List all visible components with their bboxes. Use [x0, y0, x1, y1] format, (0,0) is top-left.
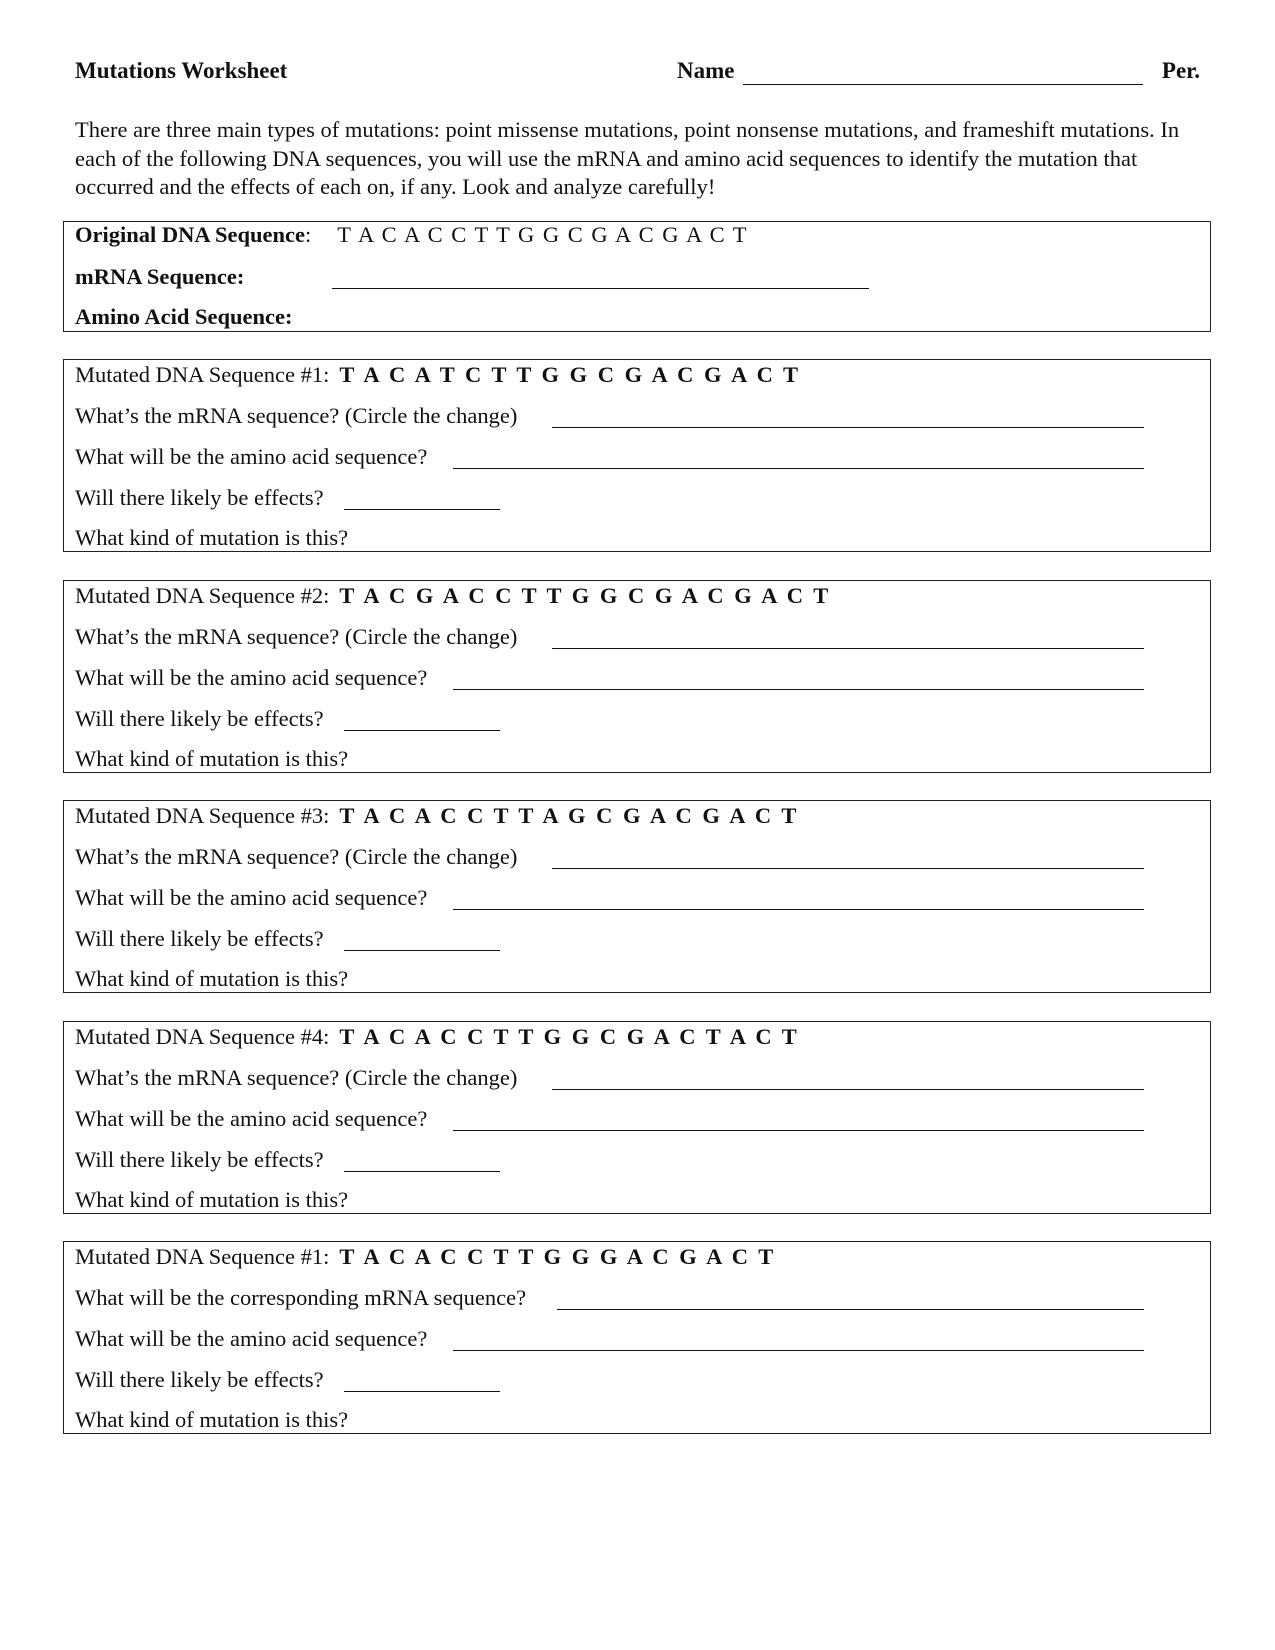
amino-answer-line[interactable]: [453, 1130, 1144, 1131]
kind-question-row: [75, 525, 348, 551]
kind-question: What kind of mutation is this?: [75, 1407, 349, 1432]
mutation-label: Mutated DNA Sequence #1:: [75, 362, 330, 387]
mrna-question: What’s the mRNA sequence? (Circle the change): [75, 1065, 518, 1090]
mutation-sequence: T A C A C C T T G G C G A C T A C T: [339, 1024, 797, 1049]
effects-answer-line[interactable]: [344, 1171, 500, 1172]
effects-question-row: [75, 485, 324, 511]
kind-question-row: [75, 1407, 348, 1433]
amino-answer-line[interactable]: [453, 468, 1144, 469]
mutation-sequence: T A C G A C C T T G G C G A C G A C T: [339, 583, 829, 608]
mutation-label: Mutated DNA Sequence #3:: [75, 803, 330, 828]
amino-question-row: [75, 1326, 427, 1352]
amino-question: What will be the amino acid sequence?: [75, 885, 428, 910]
original-mrna-row: [75, 264, 244, 290]
mutation-label: Mutated DNA Sequence #4:: [75, 1024, 330, 1049]
original-dna-label: Original DNA Sequence: [75, 222, 306, 247]
kind-question: What kind of mutation is this?: [75, 966, 349, 991]
amino-question: What will be the amino acid sequence?: [75, 665, 428, 690]
mrna-question: What will be the corresponding mRNA sequence?: [75, 1285, 527, 1310]
mrna-question: What’s the mRNA sequence? (Circle the change): [75, 844, 518, 869]
effects-answer-line[interactable]: [344, 950, 500, 951]
effects-question: Will there likely be effects?: [75, 1147, 324, 1172]
amino-question-row: [75, 885, 427, 911]
mrna-answer-line[interactable]: [552, 868, 1144, 869]
amino-question-row: [75, 444, 427, 470]
mutation-box-3: [63, 800, 1211, 993]
mrna-question: What’s the mRNA sequence? (Circle the change): [75, 403, 518, 428]
mutation-box-4: [63, 1021, 1211, 1214]
effects-question: Will there likely be effects?: [75, 926, 324, 951]
original-dna-sequence: T A C A C C T T G G C G A C G A C T: [337, 222, 747, 247]
amino-question: What will be the amino acid sequence?: [75, 1326, 428, 1351]
kind-question-row: [75, 746, 348, 772]
worksheet-header: [75, 58, 1200, 90]
amino-answer-line[interactable]: [453, 1350, 1144, 1351]
kind-question: What kind of mutation is this?: [75, 746, 349, 771]
original-mrna-answer-line[interactable]: [332, 288, 869, 289]
mutation-sequence: T A C A T C T T G G C G A C G A C T: [339, 362, 799, 387]
original-dna-colon: :: [305, 222, 312, 247]
mrna-question-row: [75, 844, 517, 870]
mrna-question-row: [75, 624, 517, 650]
period-label: Per.: [1161, 58, 1200, 83]
mrna-answer-line[interactable]: [552, 427, 1144, 428]
amino-question-row: [75, 1106, 427, 1132]
mutation-label: Mutated DNA Sequence #1:: [75, 1244, 330, 1269]
mrna-question: What’s the mRNA sequence? (Circle the change): [75, 624, 518, 649]
mrna-question-row: [75, 1065, 517, 1091]
mrna-question-row: [75, 403, 517, 429]
mrna-answer-line[interactable]: [557, 1309, 1144, 1310]
mutation-sequence: T A C A C C T T A G C G A C G A C T: [339, 803, 797, 828]
original-amino-label: Amino Acid Sequence:: [75, 304, 293, 329]
amino-question-row: [75, 665, 427, 691]
kind-question: What kind of mutation is this?: [75, 525, 349, 550]
effects-question: Will there likely be effects?: [75, 706, 324, 731]
effects-question-row: [75, 926, 324, 952]
mutation-sequence: T A C A C C T T G G G A C G A C T: [339, 1244, 774, 1269]
intro-paragraph: There are three main types of mutations: point missense mutations, point nonsense mutations, and frameshift mutations. In each of the following DNA sequences, you will use the mRNA and amino acid sequences to identify the mutation that occurred and the effects of each on, if any. Look and analyze carefully!: [75, 117, 1180, 199]
mutation-box-1: [63, 359, 1211, 552]
mutation-dna-row: [75, 362, 798, 388]
effects-question-row: [75, 1367, 324, 1393]
worksheet-title: Mutations Worksheet: [75, 58, 288, 83]
mrna-answer-line[interactable]: [552, 1089, 1144, 1090]
mrna-question-row: [75, 1285, 526, 1311]
mutation-dna-row: [75, 1024, 797, 1050]
original-amino-row: [75, 304, 293, 330]
effects-answer-line[interactable]: [344, 730, 500, 731]
mrna-answer-line[interactable]: [552, 648, 1144, 649]
kind-question-row: [75, 1187, 348, 1213]
effects-answer-line[interactable]: [344, 1391, 500, 1392]
mutation-dna-row: [75, 1244, 773, 1270]
mutation-box-5: [63, 1241, 1211, 1434]
original-dna-row: [75, 222, 747, 248]
name-field-line[interactable]: [743, 84, 1143, 85]
amino-question: What will be the amino acid sequence?: [75, 444, 428, 469]
name-label: Name: [677, 58, 735, 83]
mutation-dna-row: [75, 583, 828, 609]
amino-answer-line[interactable]: [453, 909, 1144, 910]
kind-question: What kind of mutation is this?: [75, 1187, 349, 1212]
kind-question-row: [75, 966, 348, 992]
amino-question: What will be the amino acid sequence?: [75, 1106, 428, 1131]
original-mrna-label: mRNA Sequence:: [75, 264, 245, 289]
mutation-label: Mutated DNA Sequence #2:: [75, 583, 330, 608]
original-sequence-box: [63, 221, 1211, 332]
mutation-box-2: [63, 580, 1211, 773]
effects-answer-line[interactable]: [344, 509, 500, 510]
effects-question: Will there likely be effects?: [75, 1367, 324, 1392]
effects-question: Will there likely be effects?: [75, 485, 324, 510]
amino-answer-line[interactable]: [453, 689, 1144, 690]
effects-question-row: [75, 706, 324, 732]
effects-question-row: [75, 1147, 324, 1173]
mutation-dna-row: [75, 803, 796, 829]
